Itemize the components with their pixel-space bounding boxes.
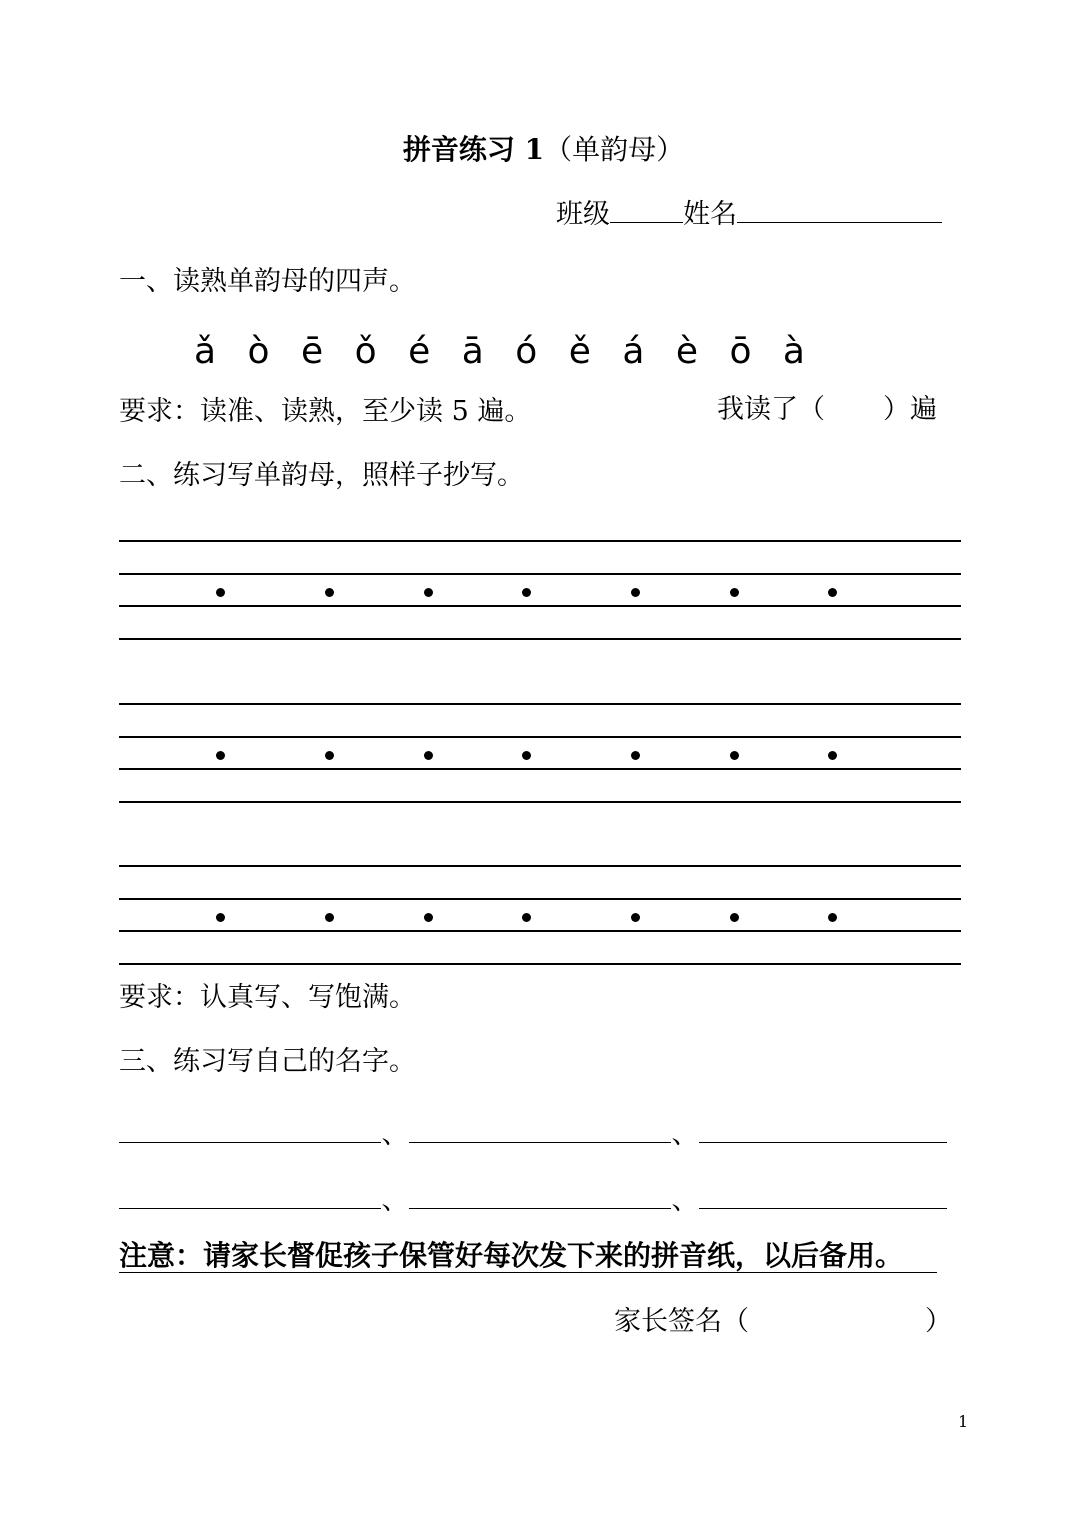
grid-line xyxy=(119,963,961,965)
parent-signature xyxy=(614,1308,952,1335)
separator: 、 xyxy=(381,1185,409,1216)
dot-marker xyxy=(216,751,225,760)
pinyin-letter: ē xyxy=(301,331,324,372)
grid-line xyxy=(119,930,961,932)
pinyin-letter: é xyxy=(408,331,431,372)
section2-requirement: 要求：认真写、写饱满。 xyxy=(119,982,416,1013)
title-sub: （单韵母） xyxy=(544,133,685,166)
name-practice-row xyxy=(119,1120,947,1148)
name-blank[interactable] xyxy=(737,200,942,223)
dot-marker xyxy=(522,588,531,597)
grid-line xyxy=(119,768,961,770)
dot-marker xyxy=(216,913,225,922)
name-blank[interactable] xyxy=(119,1186,381,1209)
dot-marker xyxy=(424,913,433,922)
dot-marker xyxy=(424,588,433,597)
class-label: 班级 xyxy=(556,199,610,230)
read-count-prefix: 我读了（ xyxy=(717,394,825,425)
name-label: 姓名 xyxy=(683,199,737,230)
dot-marker xyxy=(325,913,334,922)
dot-marker xyxy=(730,913,739,922)
parent-notice: 注意：请家长督促孩子保管好每次发下来的拼音纸，以后备用。 xyxy=(119,1239,904,1272)
grid-line xyxy=(119,801,961,803)
notice-underline xyxy=(119,1272,937,1273)
pinyin-letter: ě xyxy=(568,331,591,372)
dot-marker xyxy=(828,751,837,760)
grid-line xyxy=(119,703,961,705)
dot-marker xyxy=(631,588,640,597)
dot-marker xyxy=(325,588,334,597)
separator: 、 xyxy=(671,1119,699,1150)
separator: 、 xyxy=(381,1119,409,1150)
section2-heading: 二、练习写单韵母，照样子抄写。 xyxy=(119,460,524,491)
dot-marker xyxy=(522,913,531,922)
grid-line xyxy=(119,638,961,640)
pinyin-letter: à xyxy=(782,331,805,372)
section3-heading: 三、练习写自己的名字。 xyxy=(119,1046,416,1077)
grid-line xyxy=(119,898,961,900)
dot-marker xyxy=(828,913,837,922)
pinyin-letter: ò xyxy=(247,331,270,372)
section1-requirement: 要求：读准、读熟，至少读 5 遍。 xyxy=(119,396,532,427)
dot-marker xyxy=(424,751,433,760)
dot-marker xyxy=(631,913,640,922)
section1-heading: 一、读熟单韵母的四声。 xyxy=(119,266,416,297)
name-blank[interactable] xyxy=(119,1120,381,1143)
class-name-line xyxy=(556,200,942,228)
page-title xyxy=(0,133,1087,166)
read-count-suffix: ）遍 xyxy=(883,394,937,425)
title-main: 拼音练习 1 xyxy=(402,133,545,166)
name-blank[interactable] xyxy=(409,1120,671,1143)
dot-marker xyxy=(631,751,640,760)
grid-line xyxy=(119,540,961,542)
dot-marker xyxy=(730,751,739,760)
dot-marker xyxy=(325,751,334,760)
pinyin-letter: è xyxy=(675,331,698,372)
signature-suffix: ） xyxy=(925,1306,952,1337)
grid-line xyxy=(119,605,961,607)
pinyin-letter: ǒ xyxy=(354,331,377,372)
dot-marker xyxy=(828,588,837,597)
pinyin-letter: ó xyxy=(515,331,538,372)
name-practice-row xyxy=(119,1186,947,1214)
read-count xyxy=(717,396,937,423)
pinyin-letter: ō xyxy=(729,331,752,372)
separator: 、 xyxy=(671,1185,699,1216)
dot-marker xyxy=(730,588,739,597)
grid-line xyxy=(119,736,961,738)
pinyin-letter: á xyxy=(622,331,645,372)
page-number: 1 xyxy=(958,1412,969,1431)
dot-marker xyxy=(216,588,225,597)
pinyin-tones-row xyxy=(194,331,825,372)
name-blank[interactable] xyxy=(699,1120,947,1143)
signature-prefix: 家长签名（ xyxy=(614,1306,749,1337)
pinyin-letter: ā xyxy=(461,331,484,372)
dot-marker xyxy=(522,751,531,760)
class-blank[interactable] xyxy=(610,200,683,223)
grid-line xyxy=(119,865,961,867)
grid-line xyxy=(119,573,961,575)
pinyin-letter: ǎ xyxy=(194,331,217,372)
name-blank[interactable] xyxy=(699,1186,947,1209)
name-blank[interactable] xyxy=(409,1186,671,1209)
